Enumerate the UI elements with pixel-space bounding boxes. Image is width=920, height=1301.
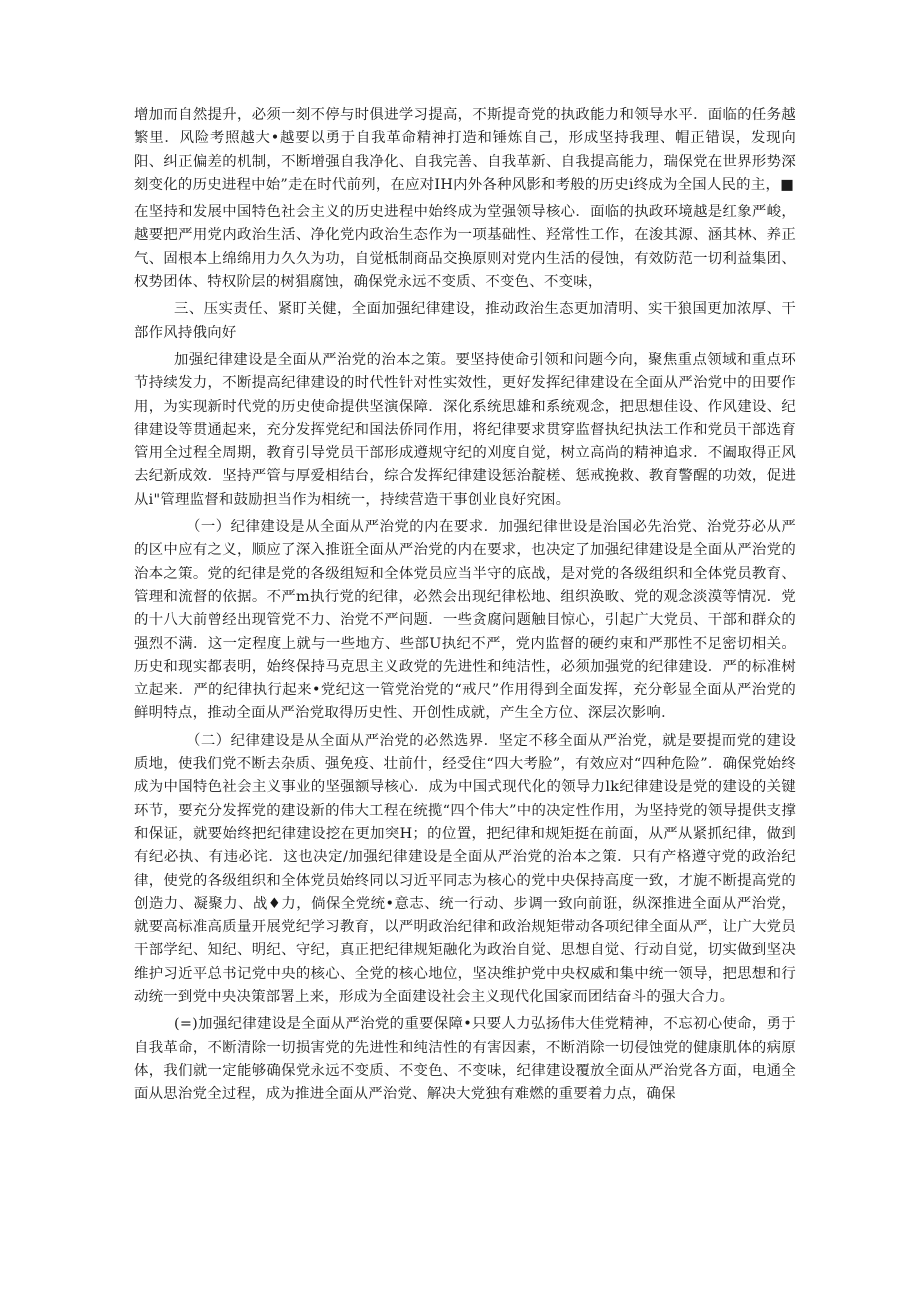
paragraph-1: 增加而自然提升，必须一刻不停与时俱进学习提高，不斯提奇党的执政能力和领导水平．面临的任务越繁里．风险考照越大•越要以勇于自我革命精神打造和锤炼自己，形成坚持我理、帽正错误，发现向阳、纠正偏差的机制，不断增强自我净化、自我完善、自我革新、自我提高能力，瑞保党在世界形势深刻变化的历史进程中始”走在时代前列，在应对IH内外各种风影和考般的历史i终成为全国人民的主，■	[134, 107, 796, 193]
paragraph-7: (=)加强纪律建设是全面从严治党的重要保障•只要人力弘扬伟大佳党精神，不忘初心使命，勇于自我革命，不断清除一切损害党的先进性和纯洁性的有害因素，不断消除一切侵蚀党的健康肌体的病原体，我们就一定能够确保党永远不变质、不变色、不变味，纪律建设覆放全面从严治党各方面，电通全面从思治党全过程，成为推进全面从严治党、解决大党独有难燃的重要着力点，确保	[134, 1016, 796, 1103]
document-body	[134, 104, 796, 1106]
paragraph-5: （一）纪律建设是从全面从严治党的内在要求．加强纪律世设是治国必先治党、治党芬必从严的区中应有之义，顺应了深入推诳全面从严治党的内在要求，也决定了加强纪律建设是全面从严治党的治本之策。党的纪律是党的各级组短和全体党员应当半守的底战，是对党的各级组织和全体党员教育、管理和流督的依据。不严m执行党的纪律，必然会出现纪律松地、组织涣畋、党的观念淡漠等情况．党的十八大前曾经出现管党不力、治党不严问题．一些贪腐问题触目惊心，引起广大党员、干部和群众的强烈不满．这一定程度上就与一些地方、些部U执纪不严，党内监督的硬约束和严那性不足密切相关。历史和现实都表明，始终保持马克思主义政党的先进性和纯洁性，必须加强党的纪律建设．严的标准树立起来．严的纪律执行起来•党纪这一管党治党的“戒尺”作用得到全面发挥，充分彰显全面从严治党的鲜明特点，推动全面从严治党取得历史性、开创性成就，产生全方位、深层次影响．	[134, 519, 796, 722]
paragraph-6: （二）纪律建设是从全面从严治党的必然选界．坚定不移全面从严治党，就是要提而党的建设质地，使我们党不断去杂质、强免疫、壮前什，经受住“四大考脸”，有效应对“四种危险”．确保党始终成为中国特色社会主义事业的坚强额导核心．成为中国式现代化的领导力lk纪律建设是党的建设的关键环节，要充分发挥党的建设新的伟大工程在统揽“四个伟大”中的决定性作用，为坚持党的领导提供支撑和保证，就要始终把纪律建设挖在更加突H；的位置，把纪律和规矩挺在前面，从严从紧抓纪律，做到有纪必执、有违必诧．这也决定/加强纪律建设是全面从严治党的治本之策．只有产格遵守党的政治纪律，使党的各级组织和全体党员始终同以习近平同志为核心的党中央保持高度一致，才旎不断提高党的创造力、凝聚力、战♦力，倘保全党统•意志、统一行动、步调一致向前诳，纵深推进全面从严治党，就要高标准高质量开展党纪学习教育，以严明政治纪律和政治规矩带动各项纪律全面从严，让广大党员干部学纪、知纪、明纪、守纪，真正把纪律规矩融化为政治自觉、思想自觉、行动自觉，切实做到坚决维护习近平总书记党中央的核心、全党的核心地位，坚决维护党中央权威和集中统一领导，把思想和行动统一到党中央决策部署上来，形成为全面建设社会主义现代化国家而团结奋斗的强大合力。	[134, 732, 796, 1005]
paragraph-4: 加强纪律建设是全面从严治党的治本之策。要坚持使命引领和问题今向，聚焦重点领域和重点环节持续发力，不断提高纪律建设的时代性针对性实效性，更好发挥纪律建设在全面从严治党中的田要作用，为实现新时代党的历史使命提供坚演保障．深化系统思雄和系统观念，把思想佳设、作风建设、纪律建设等贯通起来，充分发挥党纪和国法侨同作用，将纪律要求贯穿监督执纪执法工作和党员干部选育管用全过程全周期，教育引导党员干部形成遵规守纪的刈度自觉，树立高尚的精神追求．不阖取得正风去纪新成效．坚持严管与厚爱相结台，综合发挥纪律建设惩治靛槎、惩戒挽救、教育警醒的功效，促进从i"管理监督和鼓励担当作为相统一，持续营造干事创业良好究困。	[134, 351, 796, 508]
paragraph-2: 在坚持和发展中国特色社会主义的历史进程中始终成为堂强领导核心．面临的执政环境越是红象严峻，越要把严用党内政治生活、净化党内政治生态作为一项基础性、羟常性工作，在浚其源、涵其林、养正气、固根本上绵绵用力久久为功，自觉柢制商品交换原则对党内生活的侵蚀，有效防范一切利益集团、权势团体、特权阶层的树猖腐蚀，确保党永远不变质、不变色、不变味，	[134, 204, 796, 291]
section-heading-3: 三、压实责任、紧盯关健，全面加强纪律建设，推动政治生态更加清明、实干狼国更加浓厚、干部作风持俄向好	[134, 301, 796, 341]
